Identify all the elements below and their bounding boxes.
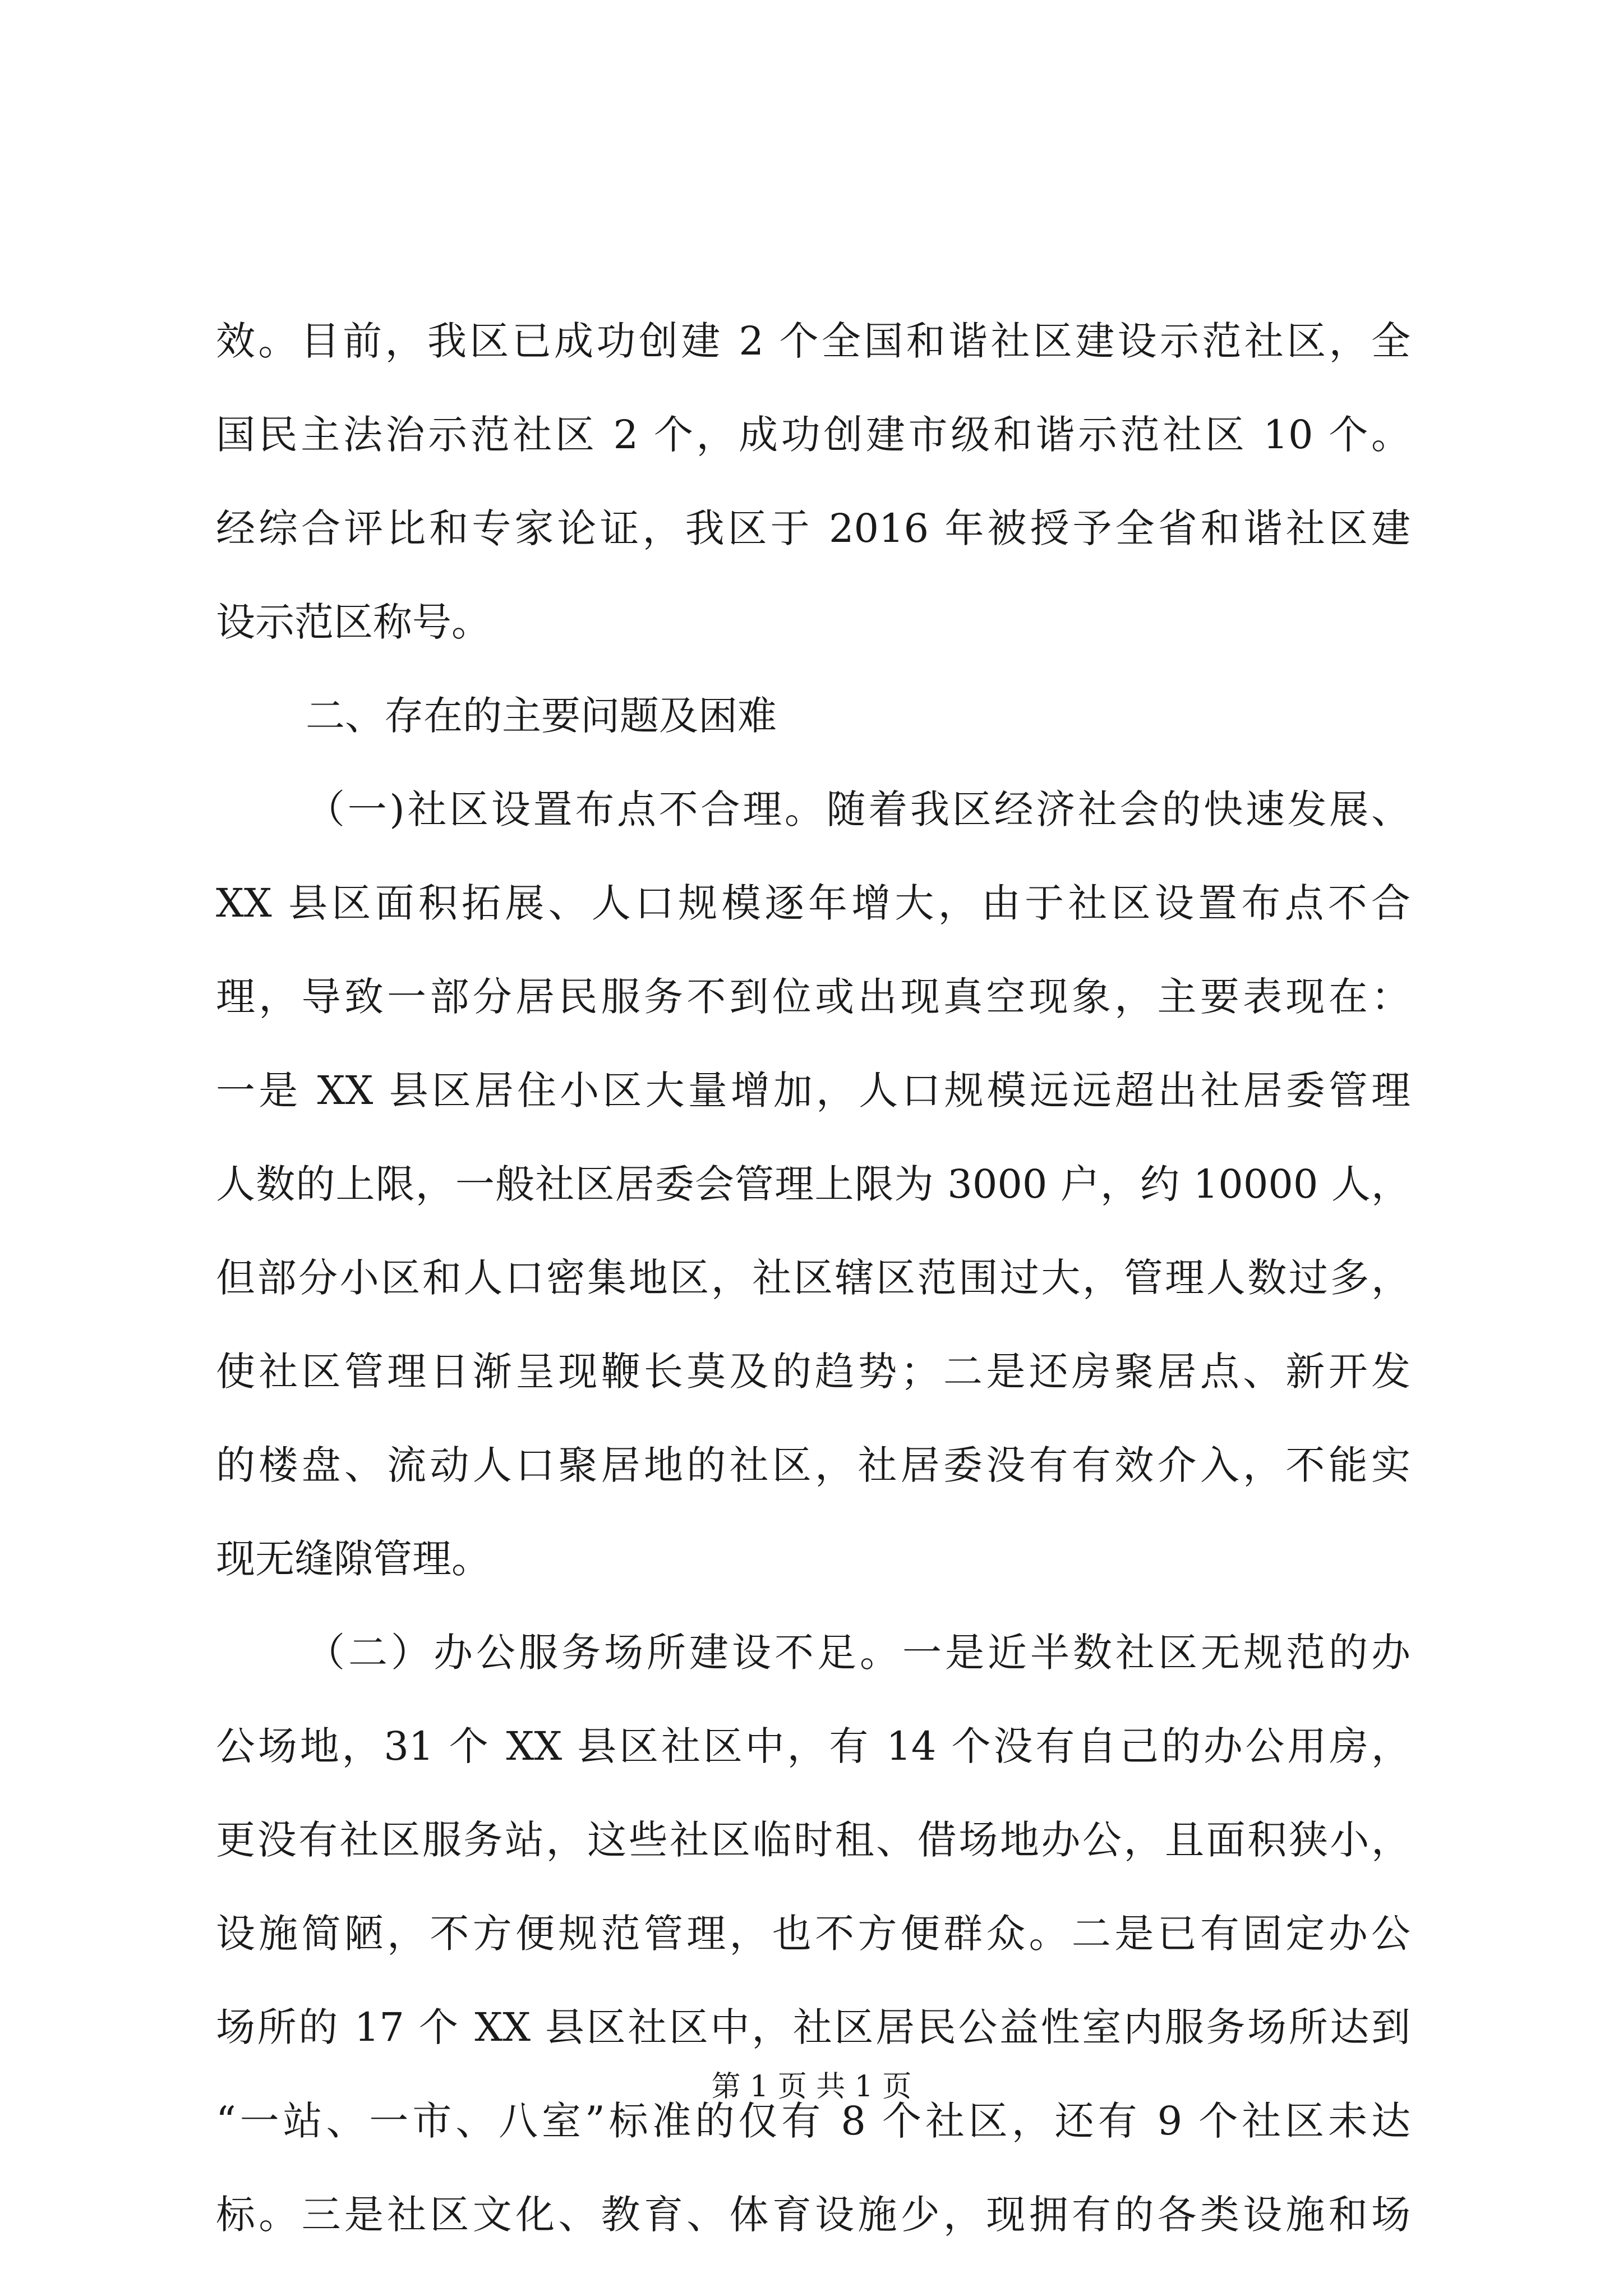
page-footer: 第 1 页 共 1 页 [711,2070,912,2104]
text-line: 更没有社区服务站，这些社区临时租、借场地办公，且面积狭小， [216,1817,1410,1863]
text-line: 标。三是社区文化、教育、体育设施少，现拥有的各类设施和场 [216,2192,1410,2238]
text-line: 效。目前，我区已成功创建 2 个全国和谐社区建设示范社区，全 [216,318,1410,364]
document-body [216,295,1410,2262]
text-line: 人数的上限，一般社区居委会管理上限为 3000 户，约 10000 人， [216,1161,1410,1207]
text-line: 公场地，31 个 XX 县区社区中，有 14 个没有自己的办公用房， [216,1723,1410,1769]
text-line: XX 县区面积拓展、人口规模逐年增大，由于社区设置布点不合 [216,880,1410,926]
text-line: 理，导致一部分居民服务不到位或出现真空现象，主要表现在： [216,974,1410,1020]
text-line: 使社区管理日渐呈现鞭长莫及的趋势；二是还房聚居点、新开发 [216,1349,1410,1395]
text-line: 现无缝隙管理。 [216,1536,491,1582]
text-line: 场所的 17 个 XX 县区社区中，社区居民公益性室内服务场所达到 [216,2004,1410,2050]
text-line: 但部分小区和人口密集地区，社区辖区范围过大，管理人数过多， [216,1255,1410,1301]
text-line: 设示范区称号。 [216,599,491,645]
text-line: 设施简陋，不方便规范管理，也不方便群众。二是已有固定办公 [216,1911,1410,1957]
text-line: 的楼盘、流动人口聚居地的社区，社居委没有有效介入，不能实 [216,1442,1410,1488]
text-line: 经综合评比和专家论证，我区于 2016 年被授予全省和谐社区建 [216,505,1410,551]
paragraph-first-line: （一)社区设置布点不合理。随着我区经济社会的快速发展、 [306,786,1410,832]
text-line: 国民主法治示范社区 2 个，成功创建市级和谐示范社区 10 个。 [216,412,1410,458]
text-line: “一站、一市、八室”标准的仅有 8 个社区，还有 9 个社区未达 [216,2098,1410,2144]
section-heading: 二、存在的主要问题及困难 [306,693,777,739]
paragraph-first-line: （二）办公服务场所建设不足。一是近半数社区无规范的办 [306,1630,1410,1676]
text-line: 一是 XX 县区居住小区大量增加，人口规模远远超出社居委管理 [216,1068,1410,1114]
